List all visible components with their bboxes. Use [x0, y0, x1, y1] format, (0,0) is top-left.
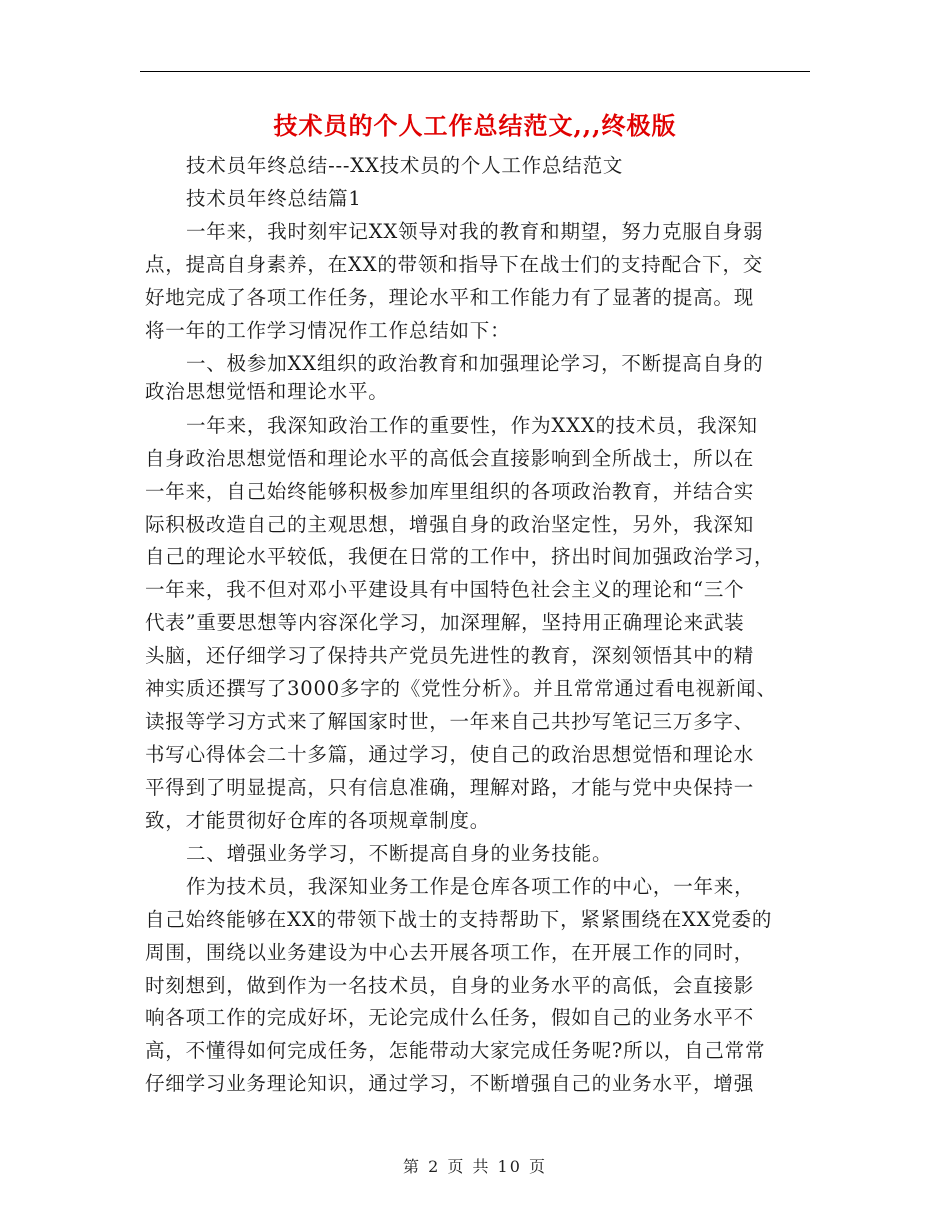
- body-line: 头脑，还仔细学习了保持共产党员先进性的教育，深刻领悟其中的精: [145, 644, 755, 667]
- body-line: 高，不懂得如何完成任务，怎能带动大家完成任务呢?所以，自己常常: [145, 1039, 766, 1062]
- body-line: 技术员年终总结---XX技术员的个人工作总结范文: [186, 154, 624, 177]
- body-line: 一年来，我时刻牢记XX领导对我的教育和期望，努力克服自身弱: [186, 220, 764, 243]
- body-line: 际积极改造自己的主观思想，增强自身的政治坚定性，另外，我深知: [145, 513, 755, 536]
- body-line: 书写心得体会二十多篇，通过学习，使自己的政治思想觉悟和理论水: [145, 743, 755, 766]
- body-line: 二、增强业务学习，不断提高自身的业务技能。: [186, 842, 613, 865]
- body-line: 一年来，自己始终能够积极参加库里组织的各项政治教育，并结合实: [145, 480, 755, 503]
- body-line: 政治思想觉悟和理论水平。: [145, 380, 389, 403]
- body-line: 一年来，我不但对邓小平建设具有中国特色社会主义的理论和“三个: [145, 578, 745, 601]
- body-line: 代表”重要思想等内容深化学习，加深理解，坚持用正确理论来武装: [145, 611, 745, 634]
- body-line: 点，提高自身素养，在XX的带领和指导下在战士们的支持配合下，交: [145, 253, 764, 276]
- header-rule: [140, 71, 810, 72]
- body-line: 一、极参加XX组织的政治教育和加强理论学习，不断提高自身的: [186, 352, 764, 375]
- body-line: 周围，围绕以业务建设为中心去开展各项工作，在开展工作的同时，: [145, 941, 755, 964]
- body-line: 响各项工作的完成好坏，无论完成什么任务，假如自己的业务水平不: [145, 1006, 755, 1029]
- body-line: 技术员年终总结篇1: [186, 187, 362, 210]
- body-line: 将一年的工作学习情况作工作总结如下：: [145, 319, 511, 342]
- body-line: 仔细学习业务理论知识，通过学习，不断增强自己的业务水平，增强: [145, 1072, 755, 1095]
- body-line: 好地完成了各项工作任务，理论水平和工作能力有了显著的提高。现: [145, 286, 755, 309]
- body-line: 时刻想到，做到作为一名技术员，自身的业务水平的高低，会直接影: [145, 974, 755, 997]
- page-number: 第 2 页 共 10 页: [403, 1157, 547, 1176]
- body-line: 自身政治思想觉悟和理论水平的高低会直接影响到全所战士，所以在: [145, 447, 755, 470]
- body-line: 作为技术员，我深知业务工作是仓库各项工作的中心，一年来，: [186, 875, 755, 898]
- body-line: 一年来，我深知政治工作的重要性，作为XXX的技术员，我深知: [186, 414, 758, 437]
- document-title: 技术员的个人工作总结范文,,,终极版: [273, 111, 677, 140]
- body-line: 读报等学习方式来了解国家时世，一年来自己共抄写笔记三万多字、: [145, 710, 755, 733]
- body-line: 自己始终能够在XX的带领下战士的支持帮助下，紧紧围绕在XX党委的: [145, 908, 773, 931]
- body-line: 平得到了明显提高，只有信息准确，理解对路，才能与党中央保持一: [145, 776, 755, 799]
- body-line: 致，才能贯彻好仓库的各项规章制度。: [145, 809, 491, 832]
- body-line: 神实质还撰写了3000多字的《党性分析》。并且常常通过看电视新闻、: [145, 677, 777, 700]
- body-line: 自己的理论水平较低，我便在日常的工作中，挤出时间加强政治学习，: [145, 545, 775, 568]
